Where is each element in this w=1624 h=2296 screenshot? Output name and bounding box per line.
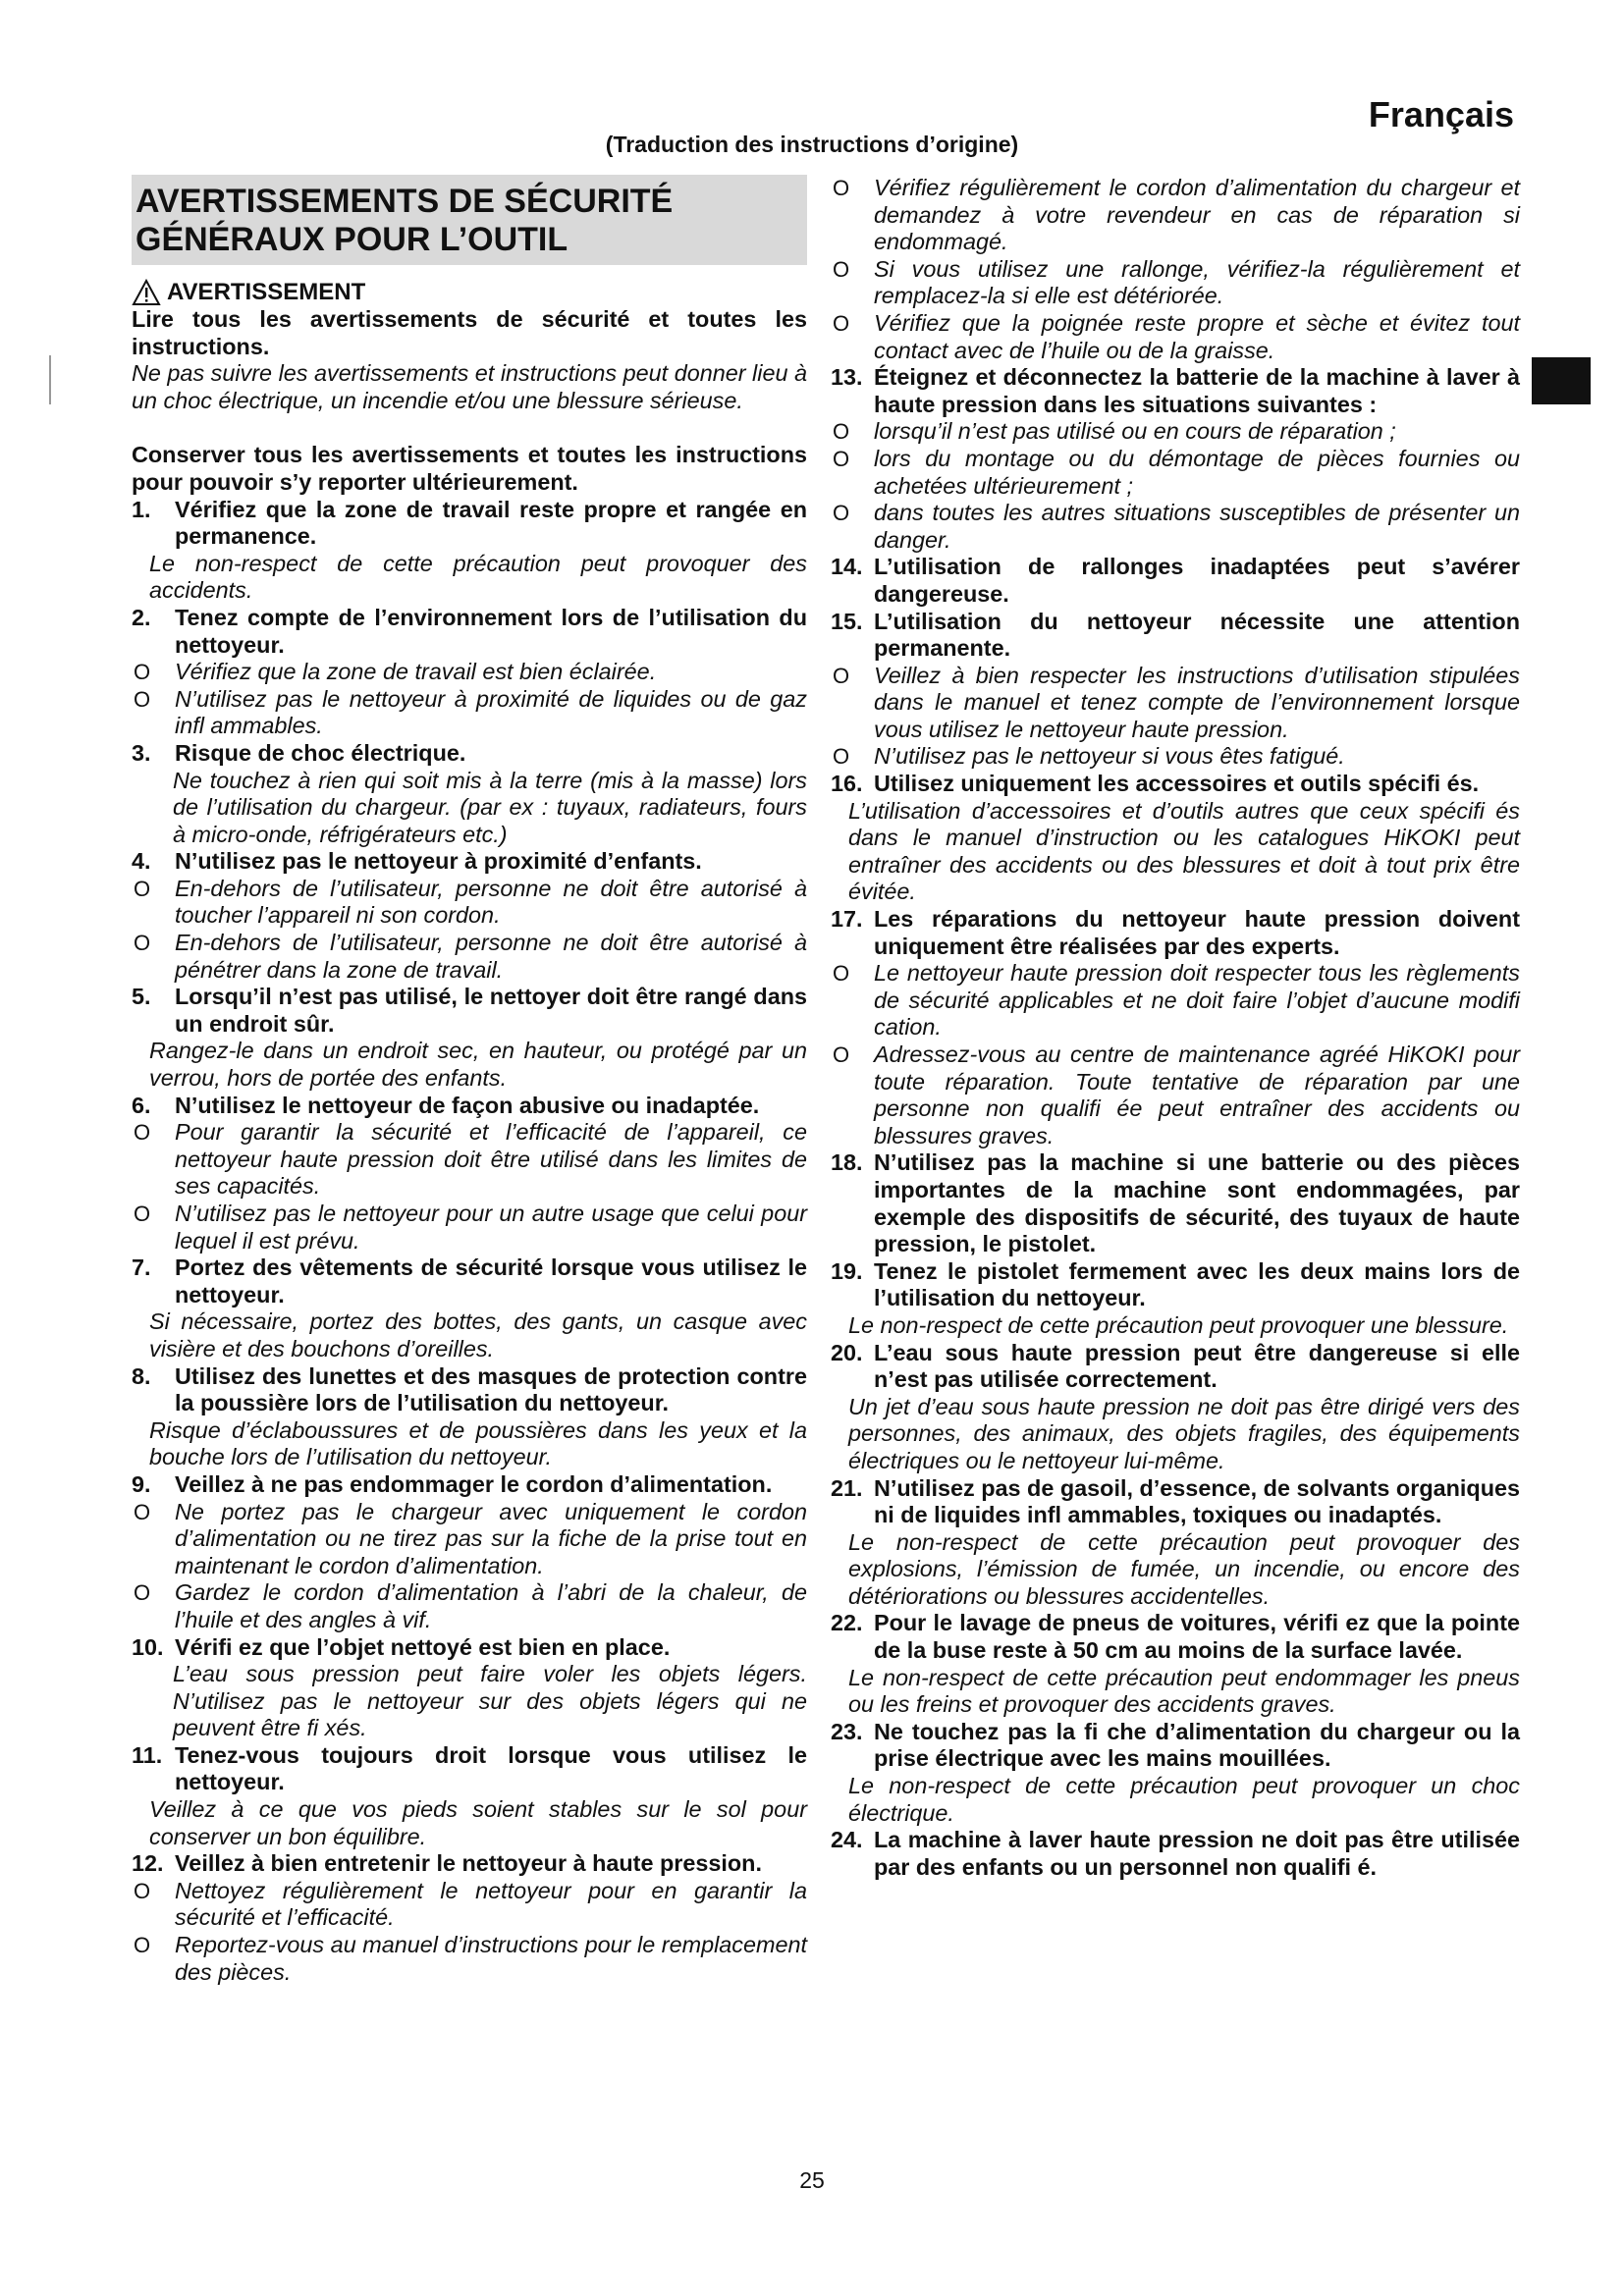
item-text: Le non-respect de cette précaution peut provoquer des explosions, l’émission de fumée, un incendie, ou encore des détériorations ou blessures accidentelles. bbox=[848, 1528, 1520, 1609]
bullet-circle-icon: O bbox=[833, 310, 850, 336]
item-1 bbox=[132, 497, 807, 551]
bullet-text: dans toutes les autres situations susceptibles de présenter un danger. bbox=[874, 500, 1520, 553]
translation-subtitle: (Traduction des instructions d’origine) bbox=[605, 132, 1019, 157]
item-title: N’utilisez pas le nettoyeur à proximité d’enfants. bbox=[175, 848, 702, 875]
bullet-text: Adressez-vous au centre de maintenance agréé HiKOKI pour toute réparation. Toute tentative de réparation par une personne non qualifi ée peut entraîner des accidents ou blessures graves. bbox=[874, 1041, 1520, 1148]
item-12 bbox=[132, 1850, 807, 1878]
bullet-text: lors du montage ou du démontage de pièces fournies ou achetées ultérieurement ; bbox=[874, 445, 1520, 499]
item-8 bbox=[132, 1363, 807, 1417]
item-number: 9. bbox=[132, 1470, 151, 1497]
item-number: 15. bbox=[831, 608, 863, 634]
margin-line bbox=[49, 355, 51, 404]
bullet-circle-icon: O bbox=[833, 961, 850, 987]
item-number: 21. bbox=[831, 1474, 863, 1501]
item-title: La machine à laver haute pression ne doit pas être utilisée par des enfants ou un personnel non qualifi é. bbox=[874, 1827, 1520, 1880]
item-text: Le non-respect de cette précaution peut endommager les pneus ou les freins et provoquer des accidents graves. bbox=[848, 1664, 1520, 1718]
item-9 bbox=[132, 1471, 807, 1499]
warning-heading bbox=[132, 279, 807, 306]
item-7 bbox=[132, 1255, 807, 1308]
bullet-circle-icon: O bbox=[833, 501, 850, 526]
item-number: 2. bbox=[132, 604, 151, 630]
bullet-text: Gardez le cordon d’alimentation à l’abri de la chaleur, de l’huile et des angles à vif. bbox=[175, 1579, 807, 1632]
item-number: 17. bbox=[831, 906, 863, 933]
item-title: L’utilisation de rallonges inadaptées peut s’avérer dangereuse. bbox=[874, 554, 1520, 607]
bullet-item bbox=[132, 1119, 807, 1201]
item-title: L’eau sous haute pression peut être dangereuse si elle n’est pas utilisée correctement. bbox=[874, 1339, 1520, 1393]
language-tab-marker bbox=[1532, 357, 1591, 404]
item-15 bbox=[831, 609, 1520, 663]
item-text: Le non-respect de cette précaution peut provoquer des accidents. bbox=[149, 550, 807, 604]
item-3 bbox=[132, 740, 807, 768]
item-18 bbox=[831, 1149, 1520, 1257]
item-title: Utilisez uniquement les accessoires et outils spécifi és. bbox=[874, 771, 1480, 797]
item-number: 11. bbox=[132, 1741, 163, 1768]
item-number: 13. bbox=[831, 364, 863, 391]
item-number: 12. bbox=[132, 1850, 164, 1877]
bullet-item bbox=[831, 743, 1520, 771]
left-column bbox=[132, 175, 807, 1986]
bullet-text: N’utilisez pas le nettoyeur à proximité de liquides ou de gaz infl ammables. bbox=[175, 685, 807, 739]
item-10 bbox=[132, 1634, 807, 1662]
bullet-circle-icon: O bbox=[134, 686, 151, 712]
item-title: Tenez le pistolet fermement avec les deux mains lors de l’utilisation du nettoyeur. bbox=[874, 1257, 1520, 1311]
bullet-circle-icon: O bbox=[134, 1201, 151, 1226]
section-title-box bbox=[132, 175, 807, 265]
bullet-item bbox=[132, 930, 807, 984]
bullet-circle-icon: O bbox=[833, 256, 850, 282]
item-text: Rangez-le dans un endroit sec, en hauteur, ou protégé par un verrou, hors de portée des enfants. bbox=[149, 1038, 807, 1092]
item-text: Le non-respect de cette précaution peut provoquer une blessure. bbox=[848, 1311, 1509, 1338]
bullet-text: N’utilisez pas le nettoyeur si vous êtes fatigué. bbox=[874, 743, 1345, 770]
bullet-circle-icon: O bbox=[134, 660, 151, 685]
intro-italic: Ne pas suivre les avertissements et instructions peut donner lieu à un choc électrique, un incendie et/ou une blessure sérieuse. bbox=[132, 360, 807, 413]
item-title: Éteignez et déconnectez la batterie de la machine à laver à haute pression dans les situations suivantes : bbox=[874, 364, 1520, 417]
item-title: Veillez à bien entretenir le nettoyeur à haute pression. bbox=[175, 1850, 762, 1877]
bullet-text: lorsqu’il n’est pas utilisé ou en cours de réparation ; bbox=[874, 418, 1396, 445]
item-number: 6. bbox=[132, 1092, 151, 1118]
item-text: Un jet d’eau sous haute pression ne doit pas être dirigé vers des personnes, des animaux, des objets fragiles, des équipements électriques ou le nettoyeur lui-même. bbox=[848, 1393, 1520, 1473]
item-21 bbox=[831, 1475, 1520, 1529]
item-number: 3. bbox=[132, 739, 151, 766]
item-number: 10. bbox=[132, 1633, 164, 1660]
bullet-item bbox=[132, 659, 807, 686]
item-20 bbox=[831, 1340, 1520, 1394]
item-13 bbox=[831, 364, 1520, 418]
section-title-line-2: GÉNÉRAUX POUR L’OUTIL bbox=[135, 221, 568, 258]
bullet-text: Pour garantir la sécurité et l’efficacité de l’appareil, ce nettoyeur haute pression doit être utilisé dans les limites de ses capacités. bbox=[175, 1119, 807, 1200]
bullet-circle-icon: O bbox=[134, 1499, 151, 1524]
item-title: Ne touchez pas la fi che d’alimentation du chargeur ou la prise électrique avec les mains mouillées. bbox=[874, 1718, 1520, 1772]
bullet-item bbox=[132, 1499, 807, 1580]
bullet-text: Vérifiez que la poignée reste propre et sèche et évitez tout contact avec de l’huile ou de la graisse. bbox=[874, 309, 1520, 363]
bullet-circle-icon: O bbox=[833, 744, 850, 770]
item-title: N’utilisez pas la machine si une batterie ou des pièces importantes de la machine sont endommagées, par exemple des dispositifs de sécurité, des tuyaux de haute pression, le pistolet. bbox=[874, 1149, 1520, 1257]
bullet-text: Reportez-vous au manuel d’instructions pour le remplacement des pièces. bbox=[175, 1932, 807, 1985]
item-number: 22. bbox=[831, 1610, 863, 1636]
item-title: Tenez-vous toujours droit lorsque vous utilisez le nettoyeur. bbox=[175, 1741, 807, 1795]
bullet-circle-icon: O bbox=[134, 1878, 151, 1903]
language-label: Français bbox=[1368, 94, 1514, 134]
item-title: Veillez à ne pas endommager le cordon d’alimentation. bbox=[175, 1470, 773, 1497]
item-title: Utilisez des lunettes et des masques de protection contre la poussière lors de l’utilisation du nettoyeur. bbox=[175, 1362, 807, 1416]
item-text: Ne touchez à rien qui soit mis à la terre (mis à la masse) lors de l’utilisation du chargeur. (par ex : tuyaux, radiateurs, fours à micro-onde, réfrigérateurs etc.) bbox=[173, 767, 807, 847]
item-text: Veillez à ce que vos pieds soient stables sur le sol pour conserver un bon équilibre. bbox=[149, 1796, 807, 1849]
item-title: Vérifi ez que l’objet nettoyé est bien en place. bbox=[175, 1633, 671, 1660]
item-2 bbox=[132, 605, 807, 659]
item-11 bbox=[132, 1742, 807, 1796]
item-number: 8. bbox=[132, 1362, 151, 1389]
bullet-text: En-dehors de l’utilisateur, personne ne doit être autorisé à pénétrer dans la zone de travail. bbox=[175, 930, 807, 983]
warning-triangle-icon bbox=[132, 279, 161, 306]
bullet-circle-icon: O bbox=[833, 1042, 850, 1067]
item-title: L’utilisation du nettoyeur nécessite une attention permanente. bbox=[874, 608, 1520, 662]
bullet-circle-icon: O bbox=[833, 663, 850, 688]
bullet-item bbox=[831, 663, 1520, 744]
item-6 bbox=[132, 1093, 807, 1120]
bullet-circle-icon: O bbox=[134, 931, 151, 956]
bullet-circle-icon: O bbox=[833, 446, 850, 471]
item-text: Le non-respect de cette précaution peut provoquer un choc électrique. bbox=[848, 1773, 1520, 1826]
item-text: L’eau sous pression peut faire voler les objets légers. N’utilisez pas le nettoyeur sur des objets légers qui ne peuvent être fi xés. bbox=[173, 1661, 807, 1741]
bullet-item bbox=[132, 1932, 807, 1986]
item-title: Pour le lavage de pneus de voitures, vérifi ez que la pointe de la buse reste à 50 cm au moins de la surface lavée. bbox=[874, 1610, 1520, 1664]
bullet-circle-icon: O bbox=[833, 176, 850, 200]
bullet-circle-icon: O bbox=[134, 876, 151, 901]
item-title: N’utilisez pas de gasoil, d’essence, de solvants organiques ni de liquides infl ammables, toxiques ou inadaptés. bbox=[874, 1474, 1520, 1528]
item-number: 4. bbox=[132, 848, 151, 875]
item-number: 24. bbox=[831, 1827, 863, 1853]
item-title: Tenez compte de l’environnement lors de l’utilisation du nettoyeur. bbox=[175, 604, 807, 658]
bullet-text: Vérifiez que la zone de travail est bien éclairée. bbox=[175, 659, 657, 685]
bullet-item bbox=[831, 1041, 1520, 1149]
item-text: Risque d’éclaboussures et de poussières dans les yeux et la bouche lors de l’utilisation du nettoyeur. bbox=[149, 1416, 807, 1470]
item-number: 16. bbox=[831, 771, 863, 797]
item-number: 20. bbox=[831, 1339, 863, 1365]
item-14 bbox=[831, 554, 1520, 608]
bullet-text: Veillez à bien respecter les instructions d’utilisation stipulées dans le manuel et tenez compte de l’environnement lorsque vous utilisez le nettoyeur haute pression. bbox=[874, 662, 1520, 742]
bullet-item bbox=[132, 1579, 807, 1633]
bullet-item bbox=[831, 446, 1520, 500]
item-title: N’utilisez le nettoyeur de façon abusive ou inadaptée. bbox=[175, 1092, 760, 1118]
bullet-item bbox=[132, 876, 807, 930]
item-title: Risque de choc électrique. bbox=[175, 739, 466, 766]
item-title: Lorsqu’il n’est pas utilisé, le nettoyer doit être rangé dans un endroit sûr. bbox=[175, 984, 807, 1037]
item-number: 18. bbox=[831, 1149, 863, 1176]
item-number: 23. bbox=[831, 1718, 863, 1744]
bullet-item bbox=[831, 960, 1520, 1041]
page-number: 25 bbox=[799, 2167, 825, 2193]
item-22 bbox=[831, 1610, 1520, 1664]
item-text: Si nécessaire, portez des bottes, des gants, un casque avec visière et des bouchons d’oreilles. bbox=[149, 1308, 807, 1362]
bullet-circle-icon: O bbox=[134, 1120, 151, 1146]
right-column bbox=[831, 175, 1520, 1881]
item-number: 5. bbox=[132, 984, 151, 1010]
bullet-item bbox=[132, 686, 807, 740]
bullet-item bbox=[132, 1878, 807, 1932]
item-19 bbox=[831, 1258, 1520, 1312]
intro-bold: Lire tous les avertissements de sécurité et toutes les instructions. bbox=[132, 306, 807, 359]
warning-label: AVERTISSEMENT bbox=[167, 279, 366, 306]
item-23 bbox=[831, 1719, 1520, 1773]
item-number: 1. bbox=[132, 496, 151, 522]
bullet-item bbox=[132, 1201, 807, 1255]
item-24 bbox=[831, 1827, 1520, 1881]
bullet-item bbox=[831, 256, 1520, 310]
item-number: 7. bbox=[132, 1255, 151, 1281]
item-number: 14. bbox=[831, 554, 863, 580]
bullet-text: Vérifiez régulièrement le cordon d’alimentation du chargeur et demandez à votre revendeur en cas de réparation si endommagé. bbox=[874, 175, 1520, 255]
item-number: 19. bbox=[831, 1257, 863, 1284]
bullet-item bbox=[831, 418, 1520, 446]
keep-instructions: Conserver tous les avertissements et toutes les instructions pour pouvoir s’y reporter ultérieurement. bbox=[132, 442, 807, 495]
bullet-text: Nettoyez régulièrement le nettoyeur pour en garantir la sécurité et l’efficacité. bbox=[175, 1877, 807, 1931]
bullet-item bbox=[831, 175, 1520, 256]
bullet-circle-icon: O bbox=[833, 419, 850, 445]
item-text: L’utilisation d’accessoires et d’outils autres que ceux spécifi és dans le manuel d’instruction ou les catalogues HiKOKI peut entraîner des accidents ou des blessures et doit à tout prix être évitée. bbox=[848, 797, 1520, 905]
bullet-circle-icon: O bbox=[134, 1580, 151, 1606]
item-title: Vérifiez que la zone de travail reste propre et rangée en permanence. bbox=[175, 496, 807, 550]
section-title-line-1: AVERTISSEMENTS DE SÉCURITÉ bbox=[135, 183, 674, 220]
item-17 bbox=[831, 906, 1520, 960]
item-16 bbox=[831, 771, 1520, 798]
bullet-text: Si vous utilisez une rallonge, vérifiez-la régulièrement et remplacez-la si elle est détériorée. bbox=[874, 255, 1520, 309]
bullet-circle-icon: O bbox=[134, 1933, 151, 1958]
bullet-text: En-dehors de l’utilisateur, personne ne doit être autorisé à toucher l’appareil ni son cordon. bbox=[175, 875, 807, 929]
bullet-item bbox=[831, 310, 1520, 364]
bullet-text: Ne portez pas le chargeur avec uniquement le cordon d’alimentation ou ne tirez pas sur la fiche de la prise tout en maintenant le cordon d’alimentation. bbox=[175, 1498, 807, 1578]
bullet-text: N’utilisez pas le nettoyeur pour un autre usage que celui pour lequel il est prévu. bbox=[175, 1201, 807, 1254]
item-5 bbox=[132, 984, 807, 1038]
item-title: Portez des vêtements de sécurité lorsque vous utilisez le nettoyeur. bbox=[175, 1255, 807, 1308]
bullet-text: Le nettoyeur haute pression doit respecter tous les règlements de sécurité applicables et ne doit faire l’objet d’aucune modifi cation. bbox=[874, 960, 1520, 1041]
bullet-item bbox=[831, 500, 1520, 554]
item-title: Les réparations du nettoyeur haute pression doivent uniquement être réalisées par des experts. bbox=[874, 906, 1520, 959]
item-4 bbox=[132, 848, 807, 876]
